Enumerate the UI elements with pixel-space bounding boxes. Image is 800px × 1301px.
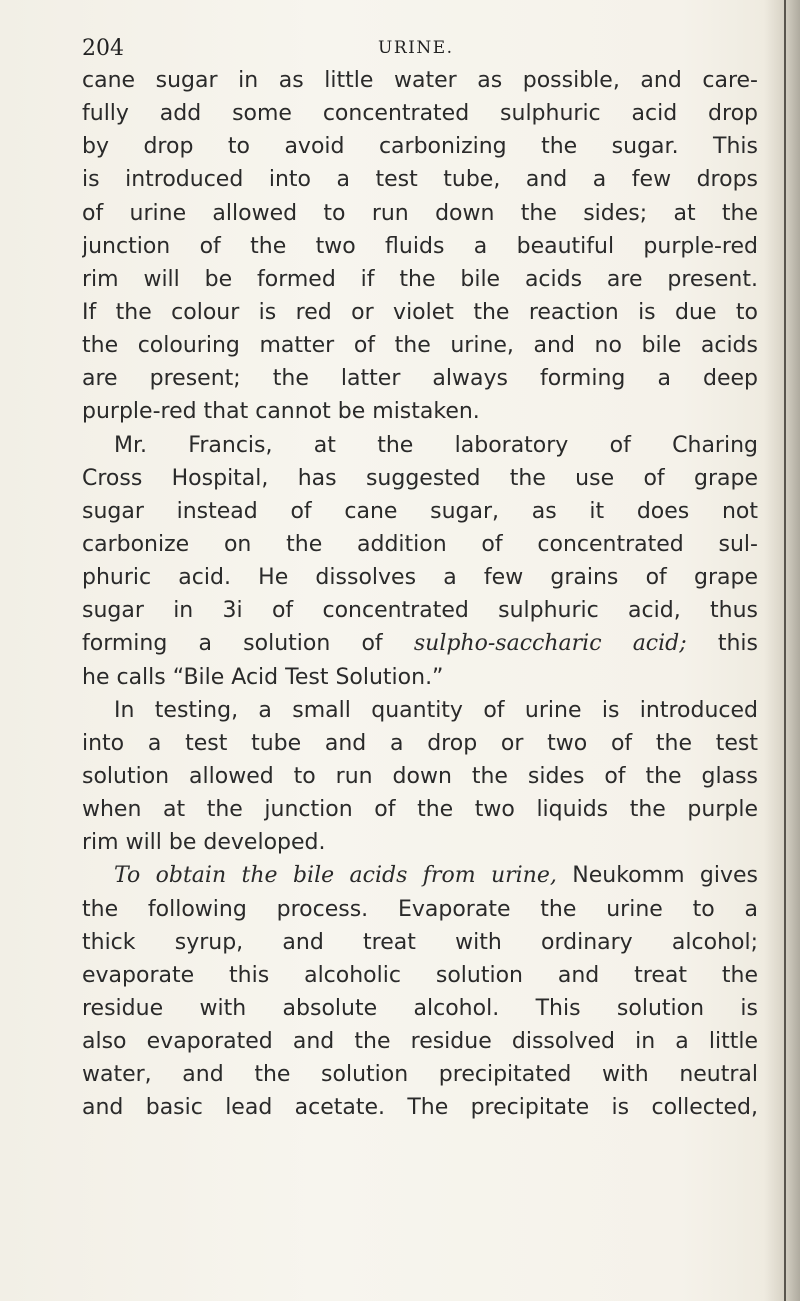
text-line: residue with absolute alcohol. This solution is (82, 995, 758, 1021)
text-line: are present; the latter always forming a deep (82, 366, 758, 392)
text-line: carbonize on the addition of concentrated sul- (82, 531, 758, 557)
text-line: sugar in 3i of concentrated sulphuric acid, thus (82, 598, 758, 624)
italic-term: sulpho-saccharic acid; (413, 631, 687, 657)
text-line: into a test tube and a drop or two of the test (82, 730, 758, 756)
text-line: thick syrup, and treat with ordinary alcohol; (82, 929, 758, 955)
text-segment: this (686, 631, 758, 657)
text-line: the following process. Evaporate the urine to a (82, 896, 758, 922)
text-line: of urine allowed to run down the sides; at the (82, 200, 758, 226)
page-edge-line (784, 0, 786, 1301)
text-segment: forming a solution of (82, 631, 414, 657)
text-line: when at the junction of the two liquids the purple (82, 797, 758, 823)
text-line (82, 627, 758, 660)
page-number: 204 (82, 36, 124, 61)
italic-heading: To obtain the bile acids from urine, (114, 863, 557, 889)
text-line: sugar instead of cane sugar, as it does not (82, 498, 758, 524)
text-line: evaporate this alcoholic solution and treat the (82, 962, 758, 988)
text-line: is introduced into a test tube, and a few drops (82, 167, 758, 193)
text-line: junction of the two fluids a beautiful purple-red (82, 233, 758, 259)
text-line: Cross Hospital, has suggested the use of grape (82, 465, 758, 491)
text-line: purple-red that cannot be mistaken. (82, 399, 480, 425)
text-line: the colouring matter of the urine, and no bile acids (82, 333, 758, 359)
text-line: fully add some concentrated sulphuric acid drop (82, 101, 758, 127)
text-line: and basic lead acetate. The precipitate is collected, (82, 1095, 758, 1121)
body-text (82, 64, 758, 1125)
text-line: by drop to avoid carbonizing the sugar. This (82, 134, 758, 160)
text-line: In testing, a small quantity of urine is introduced (114, 697, 758, 723)
running-head: URINE. (378, 38, 454, 58)
text-line (82, 859, 758, 892)
text-line: he calls “Bile Acid Test Solution.” (82, 664, 444, 690)
page-edge-shadow (764, 0, 800, 1301)
text-line: solution allowed to run down the sides of the glass (82, 763, 758, 789)
text-line: also evaporated and the residue dissolved in a little (82, 1029, 758, 1055)
text-line: Mr. Francis, at the laboratory of Charing (114, 432, 758, 458)
text-line: cane sugar in as little water as possible, and care- (82, 68, 758, 93)
text-line: If the colour is red or violet the reaction is due to (82, 299, 758, 325)
text-line: water, and the solution precipitated with neutral (82, 1062, 758, 1088)
text-segment: Neukomm gives (556, 863, 758, 889)
text-line: rim will be developed. (82, 830, 326, 856)
text-line: phuric acid. He dissolves a few grains of grape (82, 565, 758, 591)
text-line: rim will be formed if the bile acids are present. (82, 266, 758, 292)
page-header (82, 36, 722, 64)
